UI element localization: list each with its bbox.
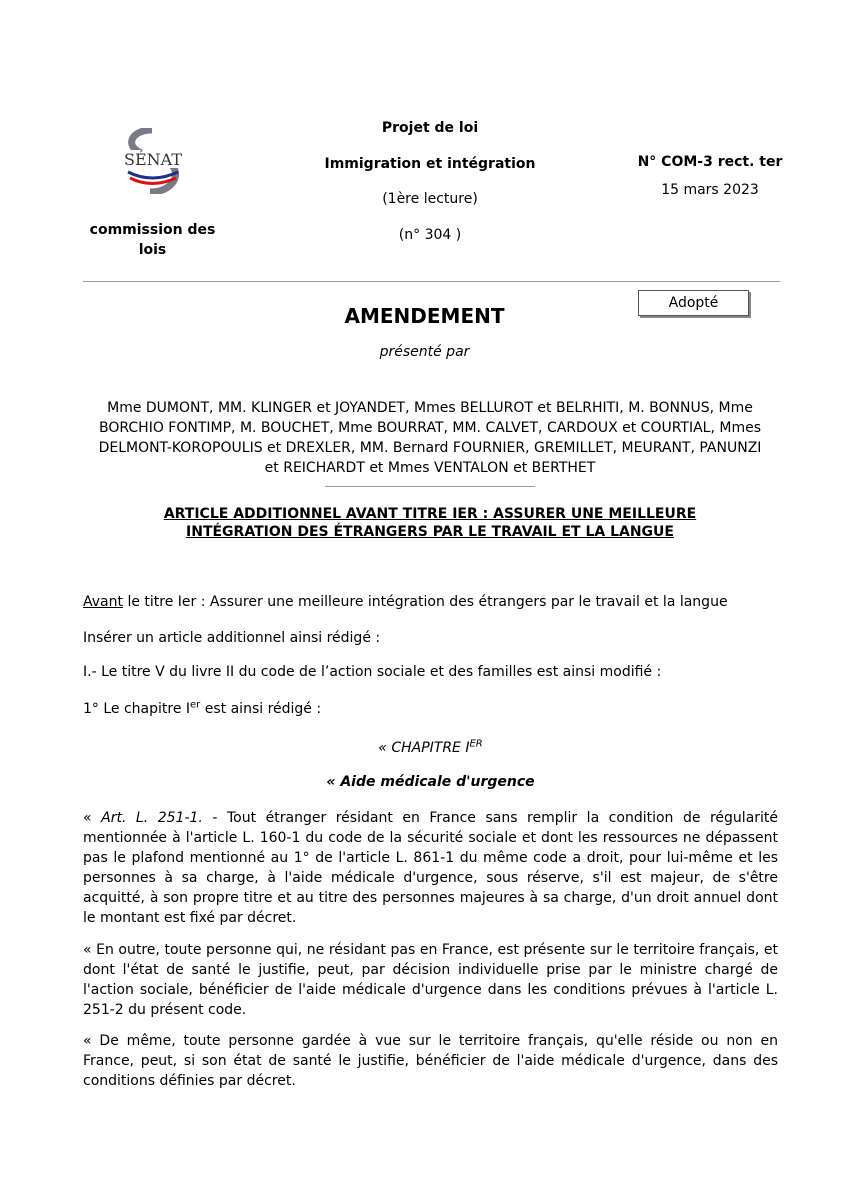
paragraph-en-outre: « En outre, toute personne qui, ne résidant pas en France, est présente sur le territoire français, et dont l'état de santé le justifie, peut, par décision individuelle prise par le ministre chargé de l'action sociale, bénéficier de l'aide médicale d'urgence dans les conditions prévues à l'article L. 251-2 du présent code. bbox=[83, 942, 778, 1018]
chapter-heading-text: « CHAPITRE I bbox=[378, 740, 470, 756]
chapitre-pre: 1° Le chapitre I bbox=[83, 701, 191, 717]
chapitre-post: est ainsi rédigé : bbox=[204, 701, 322, 717]
chapitre-sup: er bbox=[190, 699, 201, 711]
bill-number: (n° 304 ) bbox=[398, 227, 462, 243]
avant-link: Avant bbox=[83, 594, 123, 610]
presented-by: présenté par bbox=[379, 344, 470, 360]
senat-logo-icon bbox=[112, 128, 194, 194]
article-text: - Tout étranger résidant en France sans remplir la condition de régularité mentionnée à l'article L. 160-1 du code de la sécurité sociale et dont les ressources ne dépassent pas le plafond mentionné au 1° de l'article L. 861-1 du même code a droit, pour lui-même et les personnes à sa charge, à l'aide médicale d'urgence, sous réserve, s'il est majeur, de s'être acquitté, à son propre titre et au titre des personnes majeures à sa charge, d'un droit annuel dont le montant est fixé par décret. bbox=[83, 810, 779, 926]
amendment-number: N° COM-3 rect. ter bbox=[637, 154, 783, 170]
avant-paragraph bbox=[83, 592, 778, 612]
titre-v-paragraph: I.- Le titre V du livre II du code de l’action sociale et des familles est ainsi modifié : bbox=[83, 664, 662, 680]
divider-middle bbox=[325, 486, 535, 487]
inserer-paragraph: Insérer un article additionnel ainsi rédigé : bbox=[83, 630, 381, 646]
article-ref: Art. L. 251-1. bbox=[101, 810, 203, 826]
chapter-heading-sup: ER bbox=[469, 738, 483, 750]
amendment-date: 15 mars 2023 bbox=[661, 182, 759, 198]
commission-name: commission des lois bbox=[89, 222, 216, 258]
project-title: Immigration et intégration bbox=[324, 156, 536, 172]
page-title: AMENDEMENT bbox=[344, 304, 505, 328]
divider-top bbox=[83, 281, 780, 282]
paragraph-de-meme: « De même, toute personne gardée à vue sur le territoire français, qu'elle réside ou non en France, peut, si son état de santé le justifie, bénéficier de l'aide médicale d'urgence, dans des conditions définies par décret. bbox=[83, 1033, 778, 1089]
chapitre-paragraph bbox=[83, 699, 778, 719]
reading: (1ère lecture) bbox=[382, 191, 478, 207]
chapter-heading bbox=[83, 738, 778, 758]
avant-text: le titre Ier : Assurer une meilleure intégration des étrangers par le travail et la langue bbox=[127, 594, 728, 610]
article-l251-1 bbox=[83, 808, 778, 928]
project-type: Projet de loi bbox=[381, 120, 479, 136]
article-open-quote: « bbox=[83, 810, 92, 826]
senat-logo bbox=[112, 128, 194, 194]
status-badge: Adopté bbox=[638, 290, 749, 316]
amendment-info bbox=[630, 153, 790, 199]
section-heading: « Aide médicale d'urgence bbox=[326, 774, 535, 790]
senat-logo-text: SÉNAT bbox=[124, 150, 182, 169]
authors-list: Mme DUMONT, MM. KLINGER et JOYANDET, Mmes BELLUROT et BELRHITI, M. BONNUS, Mme BORCHIO FONTIMP, M. BOUCHET, Mme BOURRAT, MM. CALVET, CARDOUX et COURTIAL, Mmes DELMONT-KOROPOULIS et DREXLER, MM. Bernard FOURNIER, GREMILLET, MEURANT, PANUNZI et REICHARDT et Mmes VENTALON et BERTHET bbox=[98, 400, 762, 476]
article-title: ARTICLE ADDITIONNEL AVANT TITRE IER : ASSURER UNE MEILLEURE INTÉGRATION DES ÉTRANGERS PAR LE TRAVAIL ET LA LANGUE bbox=[163, 506, 697, 540]
